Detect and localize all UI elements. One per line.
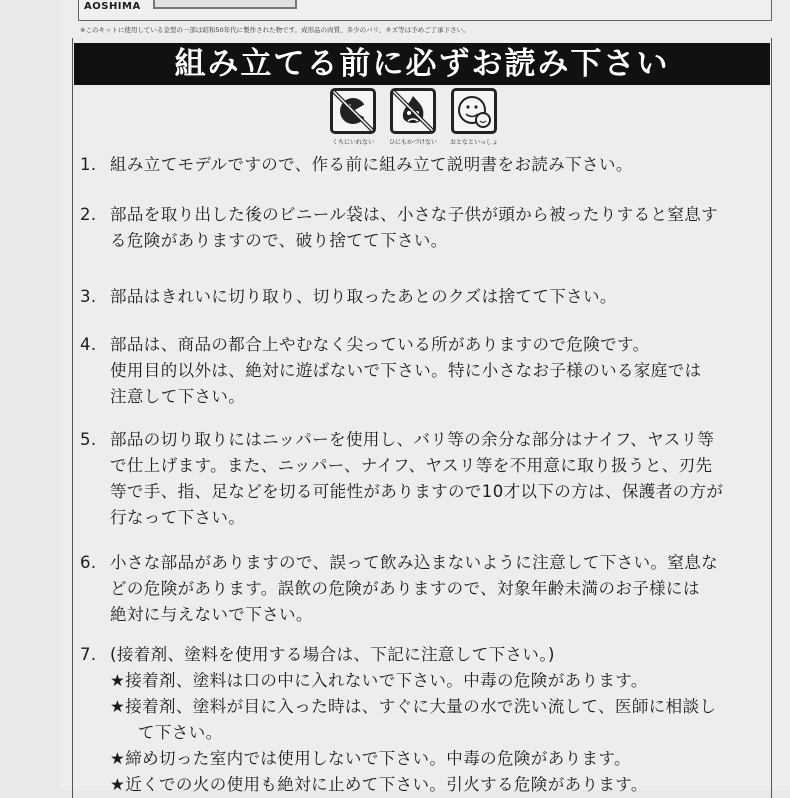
item-line: る危険がありますので、破り捨てて下さい。: [110, 231, 448, 250]
item-number: 2.: [80, 205, 97, 224]
item-number: 4.: [80, 335, 97, 354]
page-title-banner: 組み立てる前に必ずお読み下さい: [74, 43, 770, 85]
item-line: 等で手、指、足などを切る可能性がありますので10才以下の方は、保護者の方が: [110, 482, 724, 501]
instruction-item: [80, 642, 716, 798]
no-fire-icon: [390, 88, 436, 134]
item-line: ★接着剤、塗料が目に入った時は、すぐに大量の水で洗い流して、医師に相談し: [110, 697, 717, 716]
item-line: 部品は、商品の都合上やむなく尖っている所がありますので危険です。: [110, 335, 650, 354]
item-line: 組み立てモデルですので、作る前に組み立て説明書をお読み下さい。: [110, 155, 633, 174]
item-line: 部品はきれいに切り取り、切り取ったあとのクズは捨てて下さい。: [110, 287, 617, 306]
item-line: 部品の切り取りにはニッパーを使用し、バリ等の余分な部分はナイフ、ヤスリ等: [110, 430, 715, 449]
item-line: 絶対に与えないで下さい。: [110, 605, 313, 624]
item-number: 5.: [80, 430, 97, 449]
item-number: 3.: [80, 287, 97, 306]
item-line: ★近くでの火の使用も絶対に止めて下さい。引火する危険があります。: [110, 775, 648, 794]
item-line: で仕上げます。また、ニッパー、ナイフ、ヤスリ等を不用意に取り扱うと、刃先: [110, 456, 713, 475]
with-adult-icon: [451, 88, 497, 134]
warning-icon-item: [450, 88, 498, 146]
instruction-item: [80, 202, 718, 254]
item-number: 1.: [80, 155, 97, 174]
warning-icon-item: [389, 88, 437, 146]
icon-label: おとなといっしょ: [450, 139, 499, 146]
instruction-item: [80, 550, 718, 628]
item-line: (接着剤、塗料を使用する場合は、下記に注意して下さい。): [110, 645, 555, 664]
icon-label: ひにもかづけない: [389, 139, 438, 146]
item-number: 6.: [80, 553, 97, 572]
instruction-item: [80, 284, 617, 310]
icon-label: くちにいれない: [331, 139, 374, 146]
warning-icon-item: [330, 88, 376, 146]
no-mouth-icon: [330, 88, 376, 134]
item-line: どの危険があります。誤飲の危険がありますので、対象年齢未満のお子様には: [110, 579, 700, 598]
mold-note: ※このキットに使用している金型の一部は昭和50年代に製作された物です。成形品の肉質、多少のバリ、キズ等は予めご了承下さい。: [80, 26, 470, 34]
item-line: 小さな部品がありますので、誤って飲み込まないように注意して下さい。窒息な: [110, 553, 719, 572]
item-number: 7.: [80, 645, 97, 664]
warning-icons: [330, 88, 498, 146]
brand-logo: AOSHIMA: [84, 1, 141, 12]
instruction-item: [80, 427, 723, 531]
item-line: て下さい。: [138, 723, 223, 742]
item-line: 部品を取り出した後のビニール袋は、小さな子供が頭から被ったりすると窒息す: [110, 205, 719, 224]
item-line: 行なって下さい。: [110, 508, 246, 527]
instruction-item: [80, 152, 633, 178]
item-line: ★締め切った室内では使用しないで下さい。中毒の危険があります。: [110, 749, 631, 768]
item-line: ★接着剤、塗料は口の中に入れないで下さい。中毒の危険があります。: [110, 671, 648, 690]
item-line: 使用目的以外は、絶対に遊ばないで下さい。特に小さなお子様のいる家庭では: [110, 361, 702, 380]
header-label-box: [153, 0, 297, 9]
item-line: 注意して下さい。: [110, 387, 246, 406]
instruction-item: [80, 332, 702, 410]
